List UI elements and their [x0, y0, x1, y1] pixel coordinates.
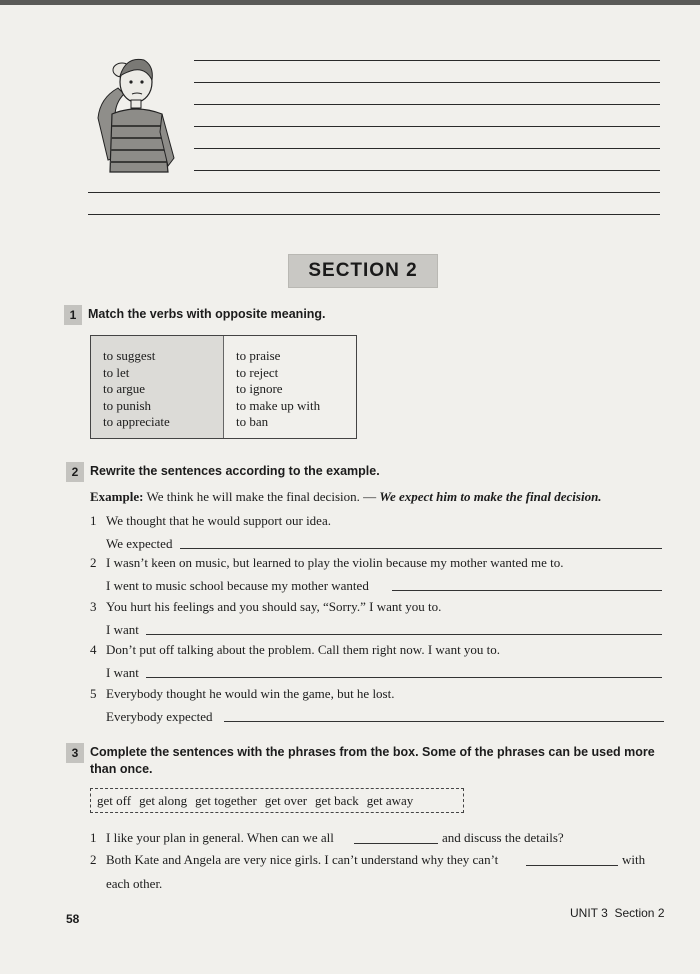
- task3-instruction-line2: than once.: [90, 762, 153, 776]
- task1-instruction: Match the verbs with opposite meaning.: [88, 307, 326, 321]
- verb-item: to argue: [103, 381, 145, 396]
- example-label: Example:: [90, 489, 144, 504]
- writing-line: [194, 60, 660, 61]
- verb-item: to let: [103, 364, 130, 380]
- task2-item: 2 I wasn’t keen on music, but learned to play the violin because my mother wanted me to.: [90, 555, 564, 570]
- task2-instruction: Rewrite the sentences according to the example.: [90, 464, 380, 478]
- writing-line: [88, 214, 660, 215]
- task3-item-end: with: [622, 852, 646, 867]
- answer-line[interactable]: [224, 721, 664, 722]
- task3-number: 3: [66, 743, 84, 763]
- writing-line: [194, 104, 660, 105]
- task2-example: [90, 489, 602, 505]
- phrase: get off: [97, 792, 132, 808]
- answer-line[interactable]: [146, 677, 662, 678]
- boy-thinking-illustration: [88, 48, 184, 178]
- task3-item: 2 Both Kate and Angela are very nice girls. I can’t understand why they can’t: [90, 852, 499, 867]
- writing-line: [194, 126, 660, 127]
- phrase: get away: [366, 792, 414, 808]
- task3-instruction-line1: Complete the sentences with the phrases from the box. Some of the phrases can be used more: [90, 745, 655, 759]
- verb-item: to punish: [103, 397, 152, 413]
- phrase: get over: [264, 792, 308, 808]
- example-text: We think he will make the final decision. —: [146, 489, 377, 504]
- task2-prompt: I want: [106, 665, 139, 680]
- writing-line: [194, 82, 660, 83]
- answer-line[interactable]: [146, 634, 662, 635]
- answer-line[interactable]: [526, 865, 618, 866]
- phrase-box: [90, 788, 464, 813]
- left-verb-column: [91, 336, 224, 438]
- task2-item: 3 You hurt his feelings and you should say, “Sorry.” I want you to.: [90, 599, 442, 614]
- task2-prompt: We expected: [106, 536, 173, 551]
- verb-item: to praise: [236, 348, 281, 363]
- verb-item: to make up with: [236, 397, 321, 413]
- example-answer: We expect him to make the final decision.: [379, 489, 602, 504]
- verb-item: to ban: [236, 414, 269, 429]
- answer-line[interactable]: [180, 548, 662, 549]
- verb-item: to appreciate: [103, 414, 170, 429]
- task2-prompt: I want: [106, 622, 139, 637]
- page-number: 58: [66, 912, 80, 926]
- verb-item: to suggest: [103, 348, 156, 363]
- task2-item: 5 Everybody thought he would win the game, but he lost.: [90, 686, 395, 701]
- writing-line: [194, 170, 660, 171]
- writing-line: [194, 148, 660, 149]
- task3-item-end: and discuss the details?: [442, 830, 564, 845]
- phrase: get along: [139, 792, 188, 808]
- task3-item: 1 I like your plan in general. When can we all: [90, 830, 334, 845]
- verb-item: to ignore: [236, 381, 283, 396]
- task2-number: 2: [66, 462, 84, 482]
- top-edge: [0, 0, 700, 5]
- right-verb-column: [224, 336, 356, 438]
- verb-item: to reject: [236, 364, 279, 380]
- task2-item: 1 We thought that he would support our idea.: [90, 513, 331, 528]
- writing-line: [88, 192, 660, 193]
- task3-item-continuation: each other.: [106, 876, 163, 891]
- phrase: get together: [195, 792, 257, 808]
- answer-line[interactable]: [354, 843, 438, 844]
- task2-prompt: I went to music school because my mother wanted: [106, 578, 369, 593]
- verb-matching-box: [90, 335, 357, 439]
- unit-label: UNIT 3 Section 2: [570, 906, 665, 920]
- task1-number: 1: [64, 305, 82, 325]
- task2-item: 4 Don’t put off talking about the problem. Call them right now. I want you to.: [90, 642, 501, 657]
- section-title: SECTION 2: [288, 254, 438, 288]
- task2-prompt: Everybody expected: [106, 709, 213, 724]
- answer-line[interactable]: [392, 590, 662, 591]
- phrase: get back: [315, 792, 359, 808]
